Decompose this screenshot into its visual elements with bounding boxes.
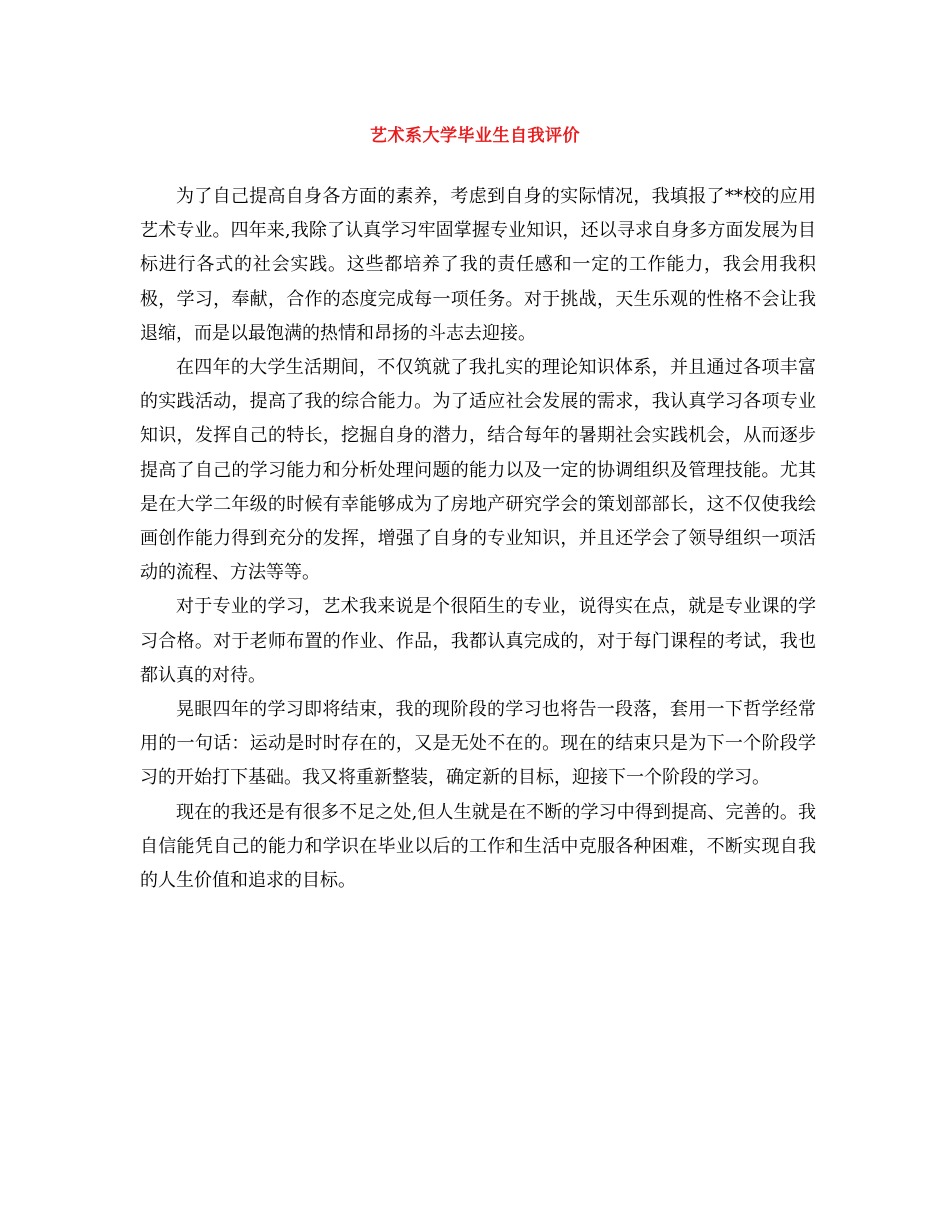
paragraph-1: 为了自己提高自身各方面的素养，考虑到自身的实际情况，我填报了**校的应用艺术专业。四年来,我除了认真学习牢固掌握专业知识，还以寻求自身多方面发展为目标进行各式的社会实践。这些都培养了我的责任感和一定的工作能力，我会用我积极，学习，奉献，合作的态度完成每一项任务。对于挑战，天生乐观的性格不会让我退缩，而是以最饱满的热情和昂扬的斗志去迎接。 (140, 186, 816, 344)
paragraph-2: 在四年的大学生活期间，不仅筑就了我扎实的理论知识体系，并且通过各项丰富的实践活动，提高了我的综合能力。为了适应社会发展的需求，我认真学习各项专业知识，发挥自己的特长，挖掘自身的潜力，结合每年的暑期社会实践机会，从而逐步提高了自己的学习能力和分析处理问题的能力以及一定的协调组织及管理技能。尤其是在大学二年级的时候有幸能够成为了房地产研究学会的策划部部长，这不仅使我绘画创作能力得到充分的发挥，增强了自身的专业知识，并且还学会了领导组织一项活动的流程、方法等等。 (140, 357, 816, 584)
document-body (140, 180, 816, 898)
paragraph-4: 晃眼四年的学习即将结束，我的现阶段的学习也将告一段落，套用一下哲学经常用的一句话：运动是时时存在的，又是无处不在的。现在的结束只是为下一个阶段学习的开始打下基础。我又将重新整装，确定新的目标，迎接下一个阶段的学习。 (140, 699, 816, 789)
paragraph-3: 对于专业的学习，艺术我来说是个很陌生的专业，说得实在点，就是专业课的学习合格。对于老师布置的作业、作品，我都认真完成的，对于每门课程的考试，我也都认真的对待。 (140, 596, 816, 686)
document-title: 艺术系大学毕业生自我评价 (370, 126, 580, 146)
paragraph-5: 现在的我还是有很多不足之处,但人生就是在不断的学习中得到提高、完善的。我自信能凭自己的能力和学识在毕业以后的工作和生活中克服各种困难，不断实现自我的人生价值和追求的目标。 (140, 801, 816, 892)
